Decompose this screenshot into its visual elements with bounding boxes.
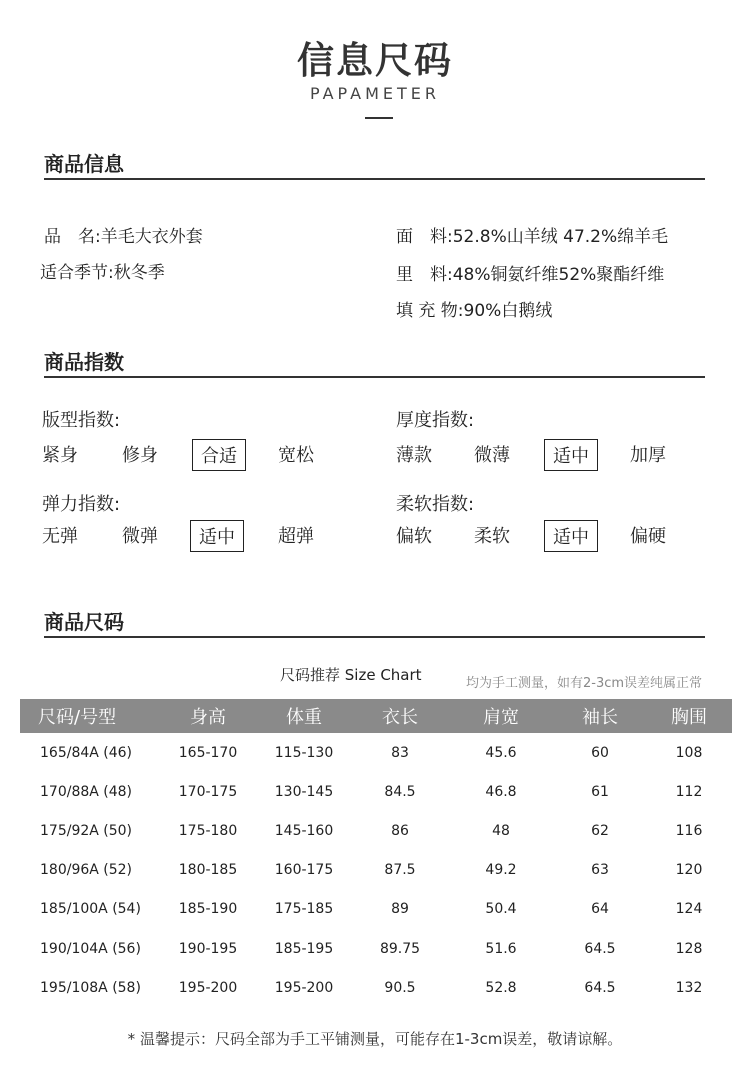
size-table-cell: 190-195 [178, 940, 238, 957]
elasticity-option: 适中 [190, 520, 244, 552]
size-chart-caption: 尺码推荐 Size Chart [280, 666, 422, 684]
size-table-cell: 60 [591, 744, 609, 761]
size-table-cell: 61 [591, 783, 609, 800]
size-table-cell: 124 [675, 901, 703, 918]
section-divider [44, 178, 705, 180]
footer-tip: * 温馨提示：尺码全部为手工平铺测量，可能存在1-3cm误差，敬请谅解。 [127, 1030, 623, 1048]
size-table-cell: 170/88A (48) [40, 783, 133, 800]
info-name-row [44, 222, 203, 247]
size-table-row [20, 851, 732, 890]
size-table-cell: 51.6 [485, 940, 517, 957]
info-fabric-label: 面 料: [396, 227, 453, 247]
fit-option: 宽松 [278, 445, 314, 466]
info-lining-label: 里 料: [396, 265, 453, 285]
size-table-header-row [20, 699, 732, 733]
size-table-cell: 185-195 [274, 940, 334, 957]
info-name-label: 品 名: [44, 227, 101, 247]
size-table-cell: 160-175 [274, 862, 334, 879]
size-table-cell: 50.4 [485, 901, 517, 918]
title-divider [365, 117, 393, 119]
size-table-header: 体重 [256, 699, 352, 733]
section-title-product-info: 商品信息 [44, 152, 124, 176]
size-table-cell: 112 [675, 783, 703, 800]
page-subtitle: PAPAMETER [309, 84, 441, 103]
elasticity-option: 微弹 [122, 526, 158, 547]
size-table-cell: 64.5 [584, 979, 616, 996]
size-table-cell: 185-190 [178, 901, 238, 918]
size-table-cell: 115-130 [274, 744, 334, 761]
softness-option: 偏硬 [630, 526, 666, 547]
size-table-cell: 108 [675, 744, 703, 761]
size-table-row [20, 929, 732, 968]
size-table-header: 身高 [160, 699, 256, 733]
size-table-cell: 195/108A (58) [40, 979, 141, 996]
size-table-cell: 128 [675, 940, 703, 957]
size-table-cell: 120 [675, 862, 703, 879]
thickness-option: 薄款 [396, 445, 432, 466]
softness-option: 适中 [544, 520, 598, 552]
size-table-row [20, 733, 732, 772]
size-table-row [20, 968, 732, 1007]
size-table-cell: 175-185 [274, 901, 334, 918]
info-lining-value: 48%铜氨纤维52%聚酯纤维 [452, 265, 665, 285]
section-divider [44, 636, 705, 638]
size-table-row [20, 890, 732, 929]
size-table-cell: 52.8 [485, 979, 517, 996]
size-table-header: 肩宽 [448, 699, 554, 733]
size-table-cell: 180/96A (52) [40, 862, 133, 879]
softness-option: 偏软 [396, 526, 432, 547]
info-fabric-row [396, 222, 668, 247]
elasticity-option: 超弹 [278, 526, 314, 547]
softness-option: 柔软 [474, 526, 510, 547]
size-table-cell: 62 [591, 822, 609, 839]
size-table [20, 699, 732, 1007]
size-table-cell: 175-180 [178, 822, 238, 839]
size-table-cell: 46.8 [485, 783, 517, 800]
size-table-cell: 130-145 [274, 783, 334, 800]
fit-option: 合适 [192, 439, 246, 471]
info-filling-value: 90%白鹅绒 [463, 301, 553, 321]
thickness-option: 微薄 [474, 445, 510, 466]
section-title-product-index: 商品指数 [44, 350, 124, 374]
fit-option: 紧身 [42, 445, 78, 466]
info-filling-row [396, 296, 552, 321]
elasticity-option: 无弹 [42, 526, 78, 547]
info-season-label: 适合季节: [40, 263, 114, 283]
size-table-cell: 45.6 [485, 744, 517, 761]
size-table-cell: 89 [391, 901, 409, 918]
softness-index-label: 柔软指数: [396, 494, 475, 515]
size-table-cell: 185/100A (54) [40, 901, 141, 918]
size-table-cell: 116 [675, 822, 703, 839]
size-table-cell: 145-160 [274, 822, 334, 839]
size-table-cell: 170-175 [178, 783, 238, 800]
info-season-row [40, 258, 165, 283]
size-table-cell: 175/92A (50) [40, 822, 133, 839]
fit-index-label: 版型指数: [42, 410, 121, 431]
size-table-cell: 90.5 [384, 979, 416, 996]
size-table-header: 袖长 [554, 699, 646, 733]
info-season-value: 秋冬季 [113, 263, 165, 283]
size-table-cell: 83 [391, 744, 409, 761]
size-table-row [20, 811, 732, 850]
info-fabric-value: 52.8%山羊绒 47.2%绵羊毛 [452, 227, 669, 247]
size-table-cell: 165/84A (46) [40, 744, 133, 761]
size-table-row [20, 772, 732, 811]
size-table-cell: 190/104A (56) [40, 940, 141, 957]
size-table-cell: 165-170 [178, 744, 238, 761]
size-table-cell: 180-185 [178, 862, 238, 879]
size-table-cell: 87.5 [384, 862, 416, 879]
info-name-value: 羊毛大衣外套 [100, 227, 203, 247]
size-table-cell: 49.2 [485, 862, 517, 879]
size-table-cell: 195-200 [274, 979, 334, 996]
thickness-option: 适中 [544, 439, 598, 471]
section-title-size: 商品尺码 [44, 610, 124, 634]
size-table-cell: 64 [591, 901, 609, 918]
info-filling-label: 填 充 物: [396, 301, 464, 321]
size-table-cell: 195-200 [178, 979, 238, 996]
thickness-index-label: 厚度指数: [396, 410, 475, 431]
size-table-cell: 132 [675, 979, 703, 996]
size-table-cell: 89.75 [379, 940, 421, 957]
size-table-header: 衣长 [352, 699, 448, 733]
size-table-cell: 84.5 [384, 783, 416, 800]
fit-option: 修身 [122, 445, 158, 466]
elasticity-index-label: 弹力指数: [42, 494, 121, 515]
size-chart-note: 均为手工测量，如有2-3cm误差纯属正常 [466, 676, 703, 691]
info-lining-row [396, 260, 664, 285]
thickness-option: 加厚 [630, 445, 666, 466]
size-table-header: 尺码/号型 [20, 699, 160, 733]
section-divider [44, 376, 705, 378]
size-table-cell: 64.5 [584, 940, 616, 957]
size-table-cell: 86 [391, 822, 409, 839]
size-table-header: 胸围 [646, 699, 732, 733]
size-table-cell: 48 [492, 822, 510, 839]
size-table-cell: 63 [591, 862, 609, 879]
page-title: 信息尺码 [297, 39, 453, 82]
